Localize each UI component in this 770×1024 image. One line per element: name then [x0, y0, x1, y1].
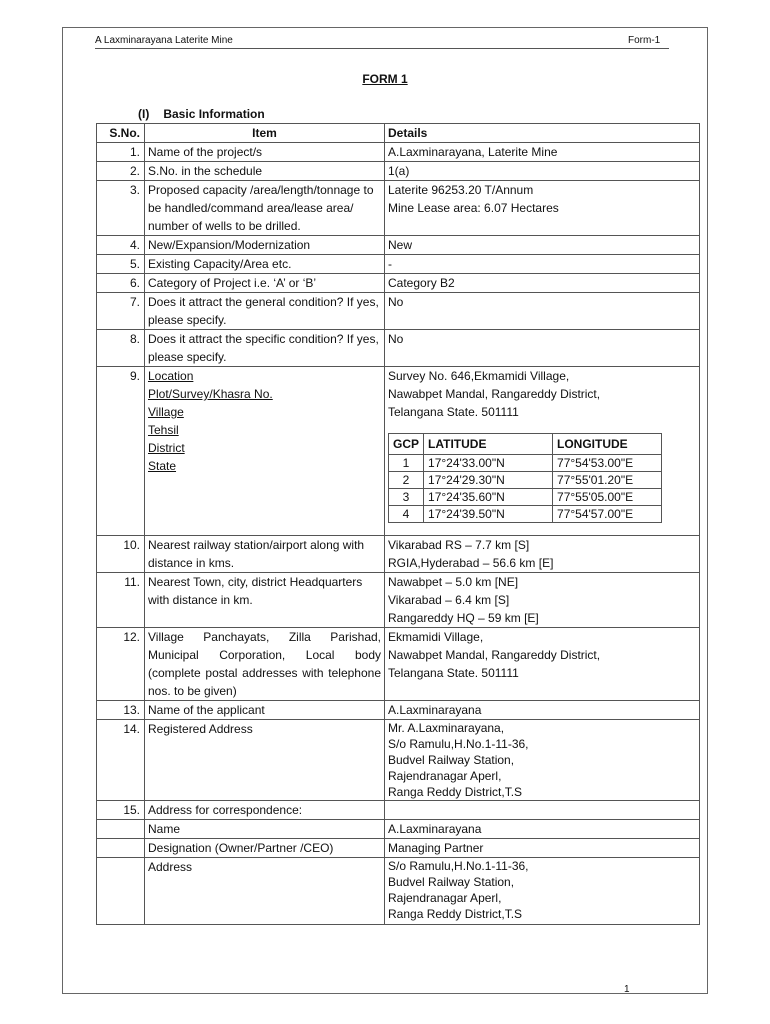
- table-row: 6. Category of Project i.e. ‘A’ or ‘B’ Category B2: [97, 274, 700, 293]
- table-row: 13. Name of the applicant A.Laxminarayana: [97, 701, 700, 720]
- col-item-header: Item: [145, 124, 385, 143]
- header-left: A Laxminarayana Laterite Mine: [95, 35, 233, 46]
- basic-info-table: [96, 123, 700, 925]
- table-row: 12. Village Panchayats, Zilla Parishad, Municipal Corporation, Local body (complete postal addresses with telephone nos. to be given) Ekmamidi Village, Nawabpet Mandal, Rangareddy District, Telangana State. 501111: [97, 628, 700, 701]
- section-label: Basic Information: [163, 107, 265, 121]
- coordinates-header: GCP LATITUDE LONGITUDE: [389, 434, 662, 455]
- coordinate-row: 2 17°24'29.30"N 77°55'01.20"E: [389, 472, 662, 489]
- coordinate-row: 4 17°24'39.50"N 77°54'57.00"E: [389, 506, 662, 523]
- header-right: Form-1: [628, 35, 661, 46]
- table-row: Designation (Owner/Partner /CEO) Managing Partner: [97, 839, 700, 858]
- col-details-header: Details: [385, 124, 700, 143]
- section-number: (I): [138, 107, 150, 121]
- table-row: 2. S.No. in the schedule 1(a): [97, 162, 700, 181]
- form-title: FORM 1: [362, 72, 408, 86]
- table-row: 8. Does it attract the specific condition? If yes, please specify. No: [97, 330, 700, 367]
- table-row: 10. Nearest railway station/airport along with distance in kms. Vikarabad RS – 7.7 km [S] RGIA,Hyderabad – 56.6 km [E]: [97, 536, 700, 573]
- table-row: 1. Name of the project/s A.Laxminarayana, Laterite Mine: [97, 143, 700, 162]
- location-label: Location: [148, 369, 194, 383]
- col-sno-header: S.No.: [97, 124, 145, 143]
- table-row: 11. Nearest Town, city, district Headquarters with distance in km. Nawabpet – 5.0 km [NE] Vikarabad – 6.4 km [S] Rangareddy HQ – 59 km [E]: [97, 573, 700, 628]
- table-row: 14. Registered Address Mr. A.Laxminarayana, S/o Ramulu,H.No.1-11-36, Budvel Railway Station, Rajendranagar Aperl, Ranga Reddy District,T.S: [97, 720, 700, 801]
- table-row: Name A.Laxminarayana: [97, 820, 700, 839]
- table-row: Address S/o Ramulu,H.No.1-11-36, Budvel Railway Station, Rajendranagar Aperl, Ranga Reddy District,T.S: [97, 858, 700, 925]
- coordinate-row: 1 17°24'33.00"N 77°54'53.00"E: [389, 455, 662, 472]
- table-row: 4. New/Expansion/Modernization New: [97, 236, 700, 255]
- section-heading: [138, 107, 265, 121]
- coordinate-row: 3 17°24'35.60"N 77°55'05.00"E: [389, 489, 662, 506]
- table-row: 3. Proposed capacity /area/length/tonnage to be handled/command area/lease area/ number of wells to be drilled. Laterite 96253.20 T/Annum Mine Lease area: 6.07 Hectares: [97, 181, 700, 236]
- page-number: 1: [624, 984, 630, 995]
- table-header-row: [97, 124, 700, 143]
- table-row: 9. Location Plot/Survey/Khasra No. Village Tehsil District State Survey No. 646,Ekmamidi Village, Nawabpet Mandal, Rangareddy District, Telangana State. 501111 GCP LATITUDE LONGITUDE 1 17°24'33.00"N 77°54'53.00"E 2 17°24'29.30"N 77°55'01.20"E 3 17°24'35.60"N 77°55'05.00"E 4 17°24'39.50"N 77°54'57.00"E: [97, 367, 700, 536]
- header-rule: [95, 48, 669, 49]
- table-row: 7. Does it attract the general condition? If yes, please specify. No: [97, 293, 700, 330]
- table-row: 5. Existing Capacity/Area etc. -: [97, 255, 700, 274]
- coordinates-table: [388, 433, 662, 523]
- table-row: 15. Address for correspondence:: [97, 801, 700, 820]
